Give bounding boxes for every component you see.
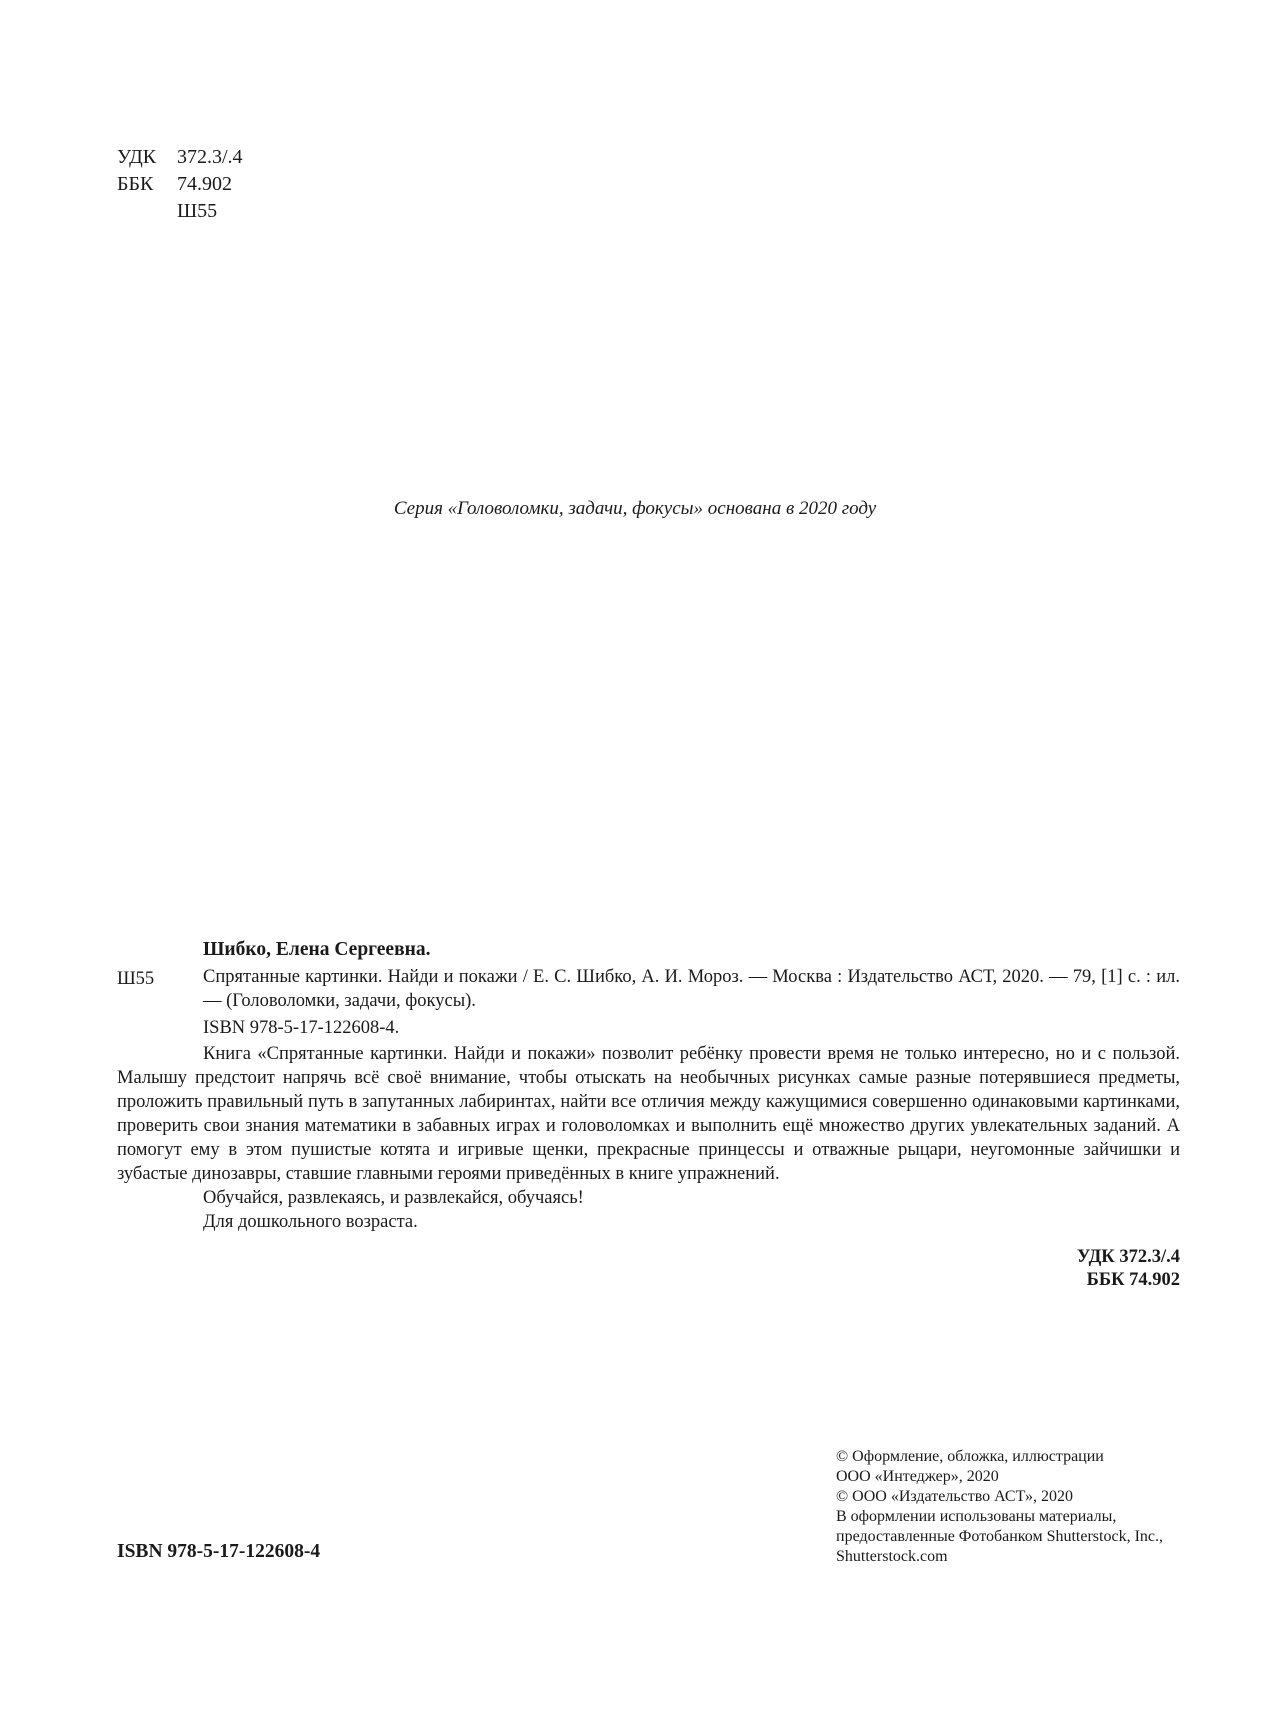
record-title-block	[117, 965, 1180, 1013]
copyright-line: Shutterstock.com	[836, 1548, 948, 1565]
udk-bold: УДК 372.3/.4	[1076, 1247, 1180, 1267]
record-annotation: Книга «Спрятанные картинки. Найди и покажи» позволит ребёнку провести время не только интересно, но и с пользой. Малышу предстоит напрячь всё своё внимание, чтобы отыскать на необычных рисунках самые разные потерявшиеся предметы, проложить правильный путь в запутанных лабиринтах, найти все отличия между кажущимися совершенно одинаковыми картинками, проверить свои знания математики в забавных играх и головоломках и выполнить ещё множество других увлекательных заданий. А помогут ему в этом пушистые котята и игривые щенки, прекрасные принцессы и отважные рыцари, неугомонные зайчишки и зубастые динозавры, ставшие главными героями приведённых в книге упражнений.	[117, 1044, 1180, 1184]
record-author: Шибко, Елена Сергеевна.	[203, 939, 431, 960]
udk-row	[117, 144, 243, 171]
copyright-line: © Оформление, обложка, иллюстрации	[836, 1448, 1104, 1465]
record-cutter: Ш55	[117, 969, 155, 989]
record-isbn: ISBN 978-5-17-122608-4.	[203, 1018, 400, 1038]
series-note: Серия «Головоломки, задачи, фокусы» основана в 2020 году	[393, 498, 877, 519]
author-mark-row	[117, 198, 243, 225]
bbk-row	[117, 171, 243, 198]
bbk-bold: ББК 74.902	[1086, 1270, 1180, 1290]
copyright-line: предоставленные Фотобанком Shutterstock, Inc.,	[836, 1528, 1164, 1545]
record-title: Спрятанные картинки. Найди и покажи / Е. С. Шибко, А. И. Мороз. — Москва : Издательство АСТ, 2020. — 79, [1] с. : ил. — (Головоломки, задачи, фокусы).	[203, 967, 1180, 1011]
record-motto: Обучайся, развлекаясь, и развлекайся, обучаясь!	[203, 1188, 584, 1208]
copyright-line: В оформлении использованы материалы,	[836, 1508, 1117, 1525]
copyright-line: ООО «Интеджер», 2020	[836, 1468, 999, 1485]
classification-codes-bold	[1077, 1246, 1180, 1292]
classification-codes	[117, 144, 243, 225]
udk-value: 372.3/.4	[177, 146, 243, 168]
isbn-bold: ISBN 978-5-17-122608-4	[117, 1541, 321, 1562]
udk-label: УДК	[117, 146, 157, 168]
bbk-value: 74.902	[177, 173, 232, 195]
record-age: Для дошкольного возраста.	[203, 1212, 418, 1232]
author-mark-label	[117, 198, 177, 225]
author-mark-value: Ш55	[177, 200, 218, 222]
copyright-line: © ООО «Издательство АСТ», 2020	[836, 1488, 1073, 1505]
copyright-block	[836, 1447, 1196, 1567]
bbk-label: ББК	[117, 173, 154, 195]
catalog-record	[117, 938, 1180, 1234]
